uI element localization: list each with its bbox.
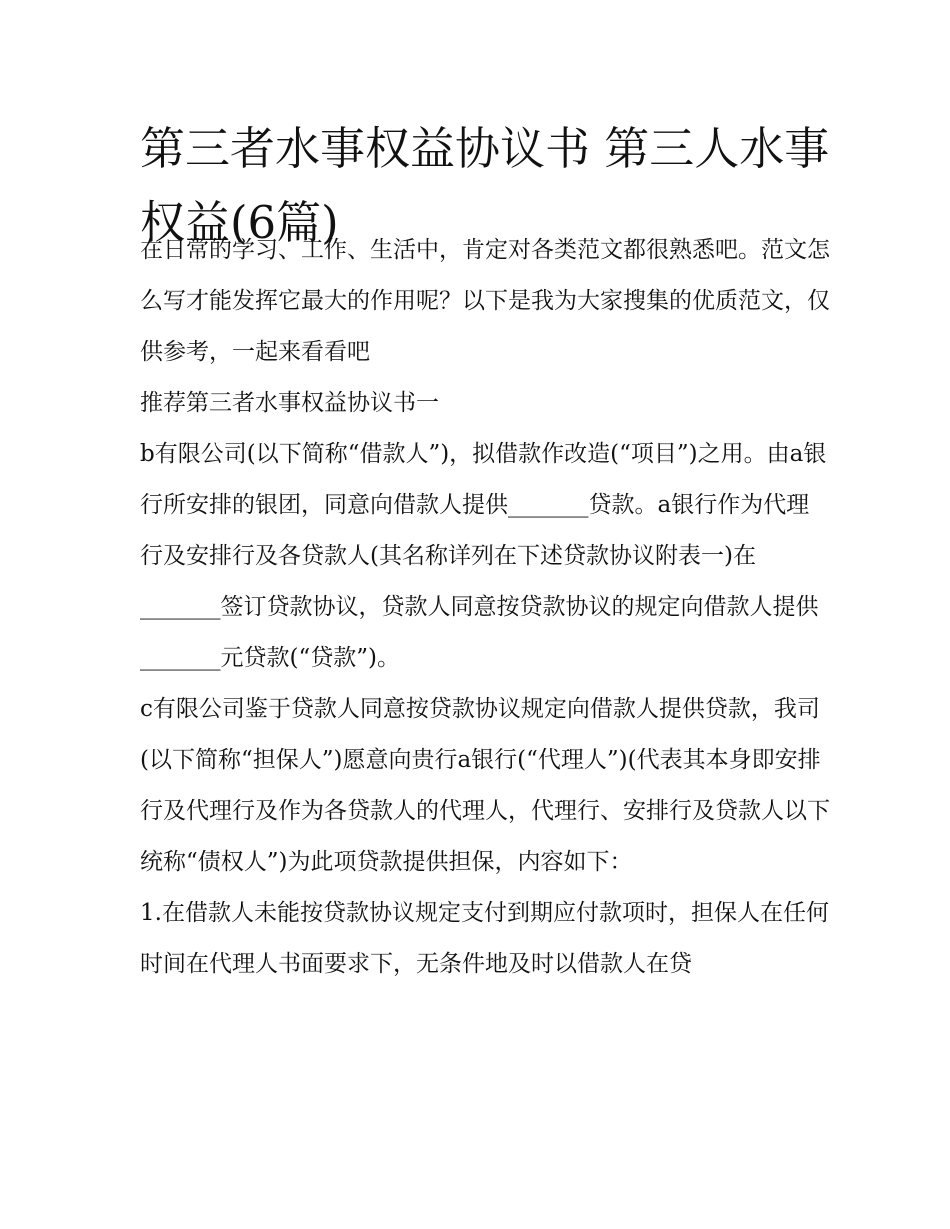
document-body	[140, 225, 830, 990]
intro-paragraph: 在日常的学习、工作、生活中，肯定对各类范文都很熟悉吧。范文怎么写才能发挥它最大的作用呢？以下是我为大家搜集的优质范文，仅供参考，一起来看看吧	[140, 237, 830, 365]
section-heading: 推荐第三者水事权益协议书一	[140, 390, 439, 416]
body-paragraph-borrower: b有限公司(以下简称“借款人”)，拟借款作改造(“项目”)之用。由a银行所安排的银团，同意向借款人提供_______贷款。a银行作为代理行及安排行及各贷款人(其名称详列在下述贷款协议附表一)在_______签订贷款协议，贷款人同意按贷款协议的规定向借款人提供_______元贷款(“贷款”)。	[140, 441, 827, 671]
body-paragraph-guarantor: c有限公司鉴于贷款人同意按贷款协议规定向借款人提供贷款，我司(以下简称“担保人”)愿意向贵行a银行(“代理人”)(代表其本身即安排行及代理行及作为各贷款人的代理人，代理行、安排行及贷款人以下统称“债权人”)为此项贷款提供担保，内容如下：	[140, 696, 830, 875]
clause-paragraph-1: 1.在借款人未能按贷款协议规定支付到期应付款项时，担保人在任何时间在代理人书面要求下，无条件地及时以借款人在贷	[140, 900, 829, 977]
document-title: 第三者水事权益协议书 第三人水事权益(6篇)	[140, 122, 830, 249]
